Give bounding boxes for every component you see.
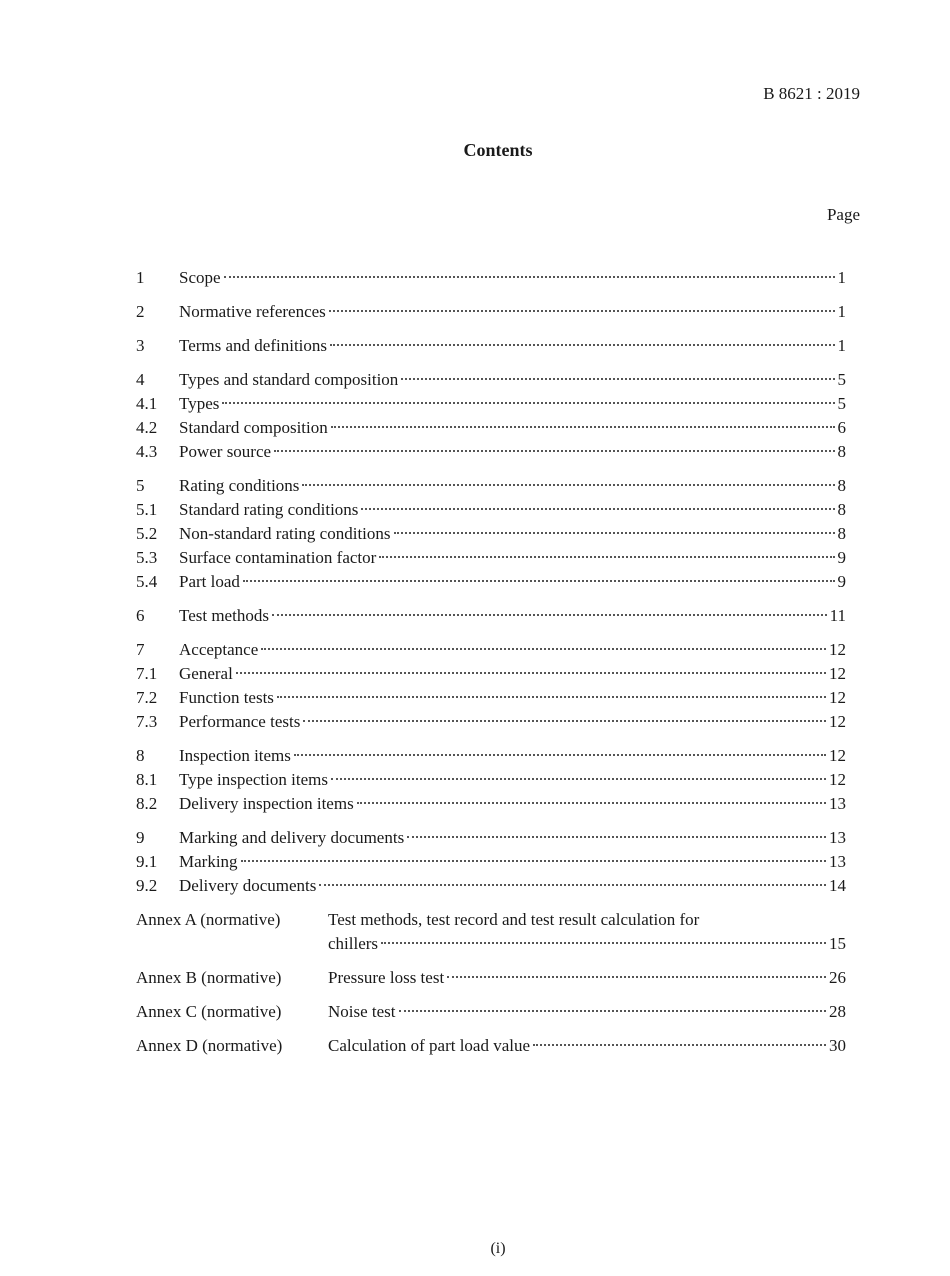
toc-entry[interactable] bbox=[136, 686, 846, 710]
toc-entry-title: Acceptance bbox=[179, 640, 259, 659]
toc-entry-number: 8.2 bbox=[136, 794, 158, 813]
toc-entry-number: 9 bbox=[136, 828, 145, 847]
annex-title: chillers bbox=[328, 934, 379, 953]
toc-entry-number: 4.3 bbox=[136, 442, 158, 461]
toc-entry-page: 6 bbox=[837, 418, 846, 437]
toc-entry-number: 5.4 bbox=[136, 572, 158, 591]
annex-title-block bbox=[328, 1034, 846, 1058]
toc-entry-title: Performance tests bbox=[179, 712, 301, 731]
toc-entry-number: 9.2 bbox=[136, 876, 158, 895]
toc-entry-page: 12 bbox=[829, 664, 846, 683]
toc-entry-page: 5 bbox=[837, 370, 846, 389]
table-of-contents bbox=[136, 266, 846, 1068]
dot-leader bbox=[399, 1010, 826, 1012]
toc-entry-page: 12 bbox=[829, 746, 846, 765]
annex-page: 28 bbox=[829, 1002, 846, 1021]
dot-leader bbox=[272, 614, 827, 616]
toc-entry-number: 4.2 bbox=[136, 418, 158, 437]
toc-entry[interactable] bbox=[136, 300, 846, 324]
toc-entry[interactable] bbox=[136, 498, 846, 522]
toc-entry-number: 3 bbox=[136, 336, 145, 355]
toc-entry-page: 1 bbox=[837, 268, 846, 287]
toc-entry[interactable] bbox=[136, 440, 846, 464]
toc-entry[interactable] bbox=[136, 792, 846, 816]
toc-entry-number: 8.1 bbox=[136, 770, 158, 789]
annex-title-row bbox=[328, 1000, 846, 1024]
dot-leader bbox=[294, 754, 826, 756]
dot-leader bbox=[407, 836, 826, 838]
toc-entry[interactable] bbox=[136, 768, 846, 792]
dot-leader bbox=[319, 884, 826, 886]
toc-entry-title: Marking and delivery documents bbox=[179, 828, 405, 847]
toc-sections bbox=[136, 266, 846, 898]
toc-group bbox=[136, 266, 846, 290]
toc-entry[interactable] bbox=[136, 874, 846, 898]
toc-entry-number: 2 bbox=[136, 302, 145, 321]
toc-entry-page: 12 bbox=[829, 770, 846, 789]
toc-entry-number: 5.1 bbox=[136, 500, 158, 519]
toc-entry-title: Delivery inspection items bbox=[179, 794, 354, 813]
toc-entry[interactable] bbox=[136, 710, 846, 734]
dot-leader bbox=[222, 402, 834, 404]
toc-entry-title: Delivery documents bbox=[179, 876, 317, 895]
toc-group bbox=[136, 744, 846, 816]
toc-entry-number: 8 bbox=[136, 746, 145, 765]
dot-leader bbox=[302, 484, 834, 486]
annex-label: Annex C (normative) bbox=[136, 1002, 282, 1021]
toc-group bbox=[136, 474, 846, 594]
toc-entry[interactable] bbox=[136, 474, 846, 498]
dot-leader bbox=[381, 942, 826, 944]
annex-entry[interactable] bbox=[136, 966, 846, 990]
toc-entry[interactable] bbox=[136, 368, 846, 392]
toc-entry-title: Standard rating conditions bbox=[179, 500, 359, 519]
annex-title-block bbox=[328, 908, 846, 956]
annex-entry[interactable] bbox=[136, 1000, 846, 1024]
toc-group bbox=[136, 604, 846, 628]
toc-entry-title: Terms and definitions bbox=[179, 336, 328, 355]
dot-leader bbox=[277, 696, 826, 698]
toc-entry-page: 8 bbox=[837, 524, 846, 543]
dot-leader bbox=[303, 720, 826, 722]
dot-leader bbox=[533, 1044, 826, 1046]
toc-entry-title: Non-standard rating conditions bbox=[179, 524, 391, 543]
annex-label: Annex A (normative) bbox=[136, 910, 281, 929]
toc-entry-page: 1 bbox=[837, 302, 846, 321]
dot-leader bbox=[379, 556, 834, 558]
dot-leader bbox=[241, 860, 826, 862]
dot-leader bbox=[447, 976, 826, 978]
annex-label: Annex D (normative) bbox=[136, 1036, 283, 1055]
toc-entry-title: Inspection items bbox=[179, 746, 291, 765]
toc-entry-title: Function tests bbox=[179, 688, 274, 707]
toc-entry-number: 5.2 bbox=[136, 524, 158, 543]
toc-entry[interactable] bbox=[136, 570, 846, 594]
annex-page: 15 bbox=[829, 934, 846, 953]
dot-leader bbox=[361, 508, 834, 510]
dot-leader bbox=[401, 378, 834, 380]
annex-title-row bbox=[328, 932, 846, 956]
toc-entry-page: 13 bbox=[829, 828, 846, 847]
dot-leader bbox=[224, 276, 835, 278]
annex-page: 26 bbox=[829, 968, 846, 987]
toc-entry[interactable] bbox=[136, 546, 846, 570]
toc-entry-page: 11 bbox=[829, 606, 846, 625]
annex-page: 30 bbox=[829, 1036, 846, 1055]
page-folio: (i) bbox=[490, 1240, 506, 1257]
toc-entry-title: Types bbox=[179, 394, 220, 413]
toc-entry-page: 8 bbox=[837, 442, 846, 461]
toc-group bbox=[136, 368, 846, 464]
toc-entry-number: 7.3 bbox=[136, 712, 158, 731]
toc-entry-title: Type inspection items bbox=[179, 770, 328, 789]
toc-entry-number: 7 bbox=[136, 640, 145, 659]
toc-entry-page: 13 bbox=[829, 794, 846, 813]
annex-title-line: Test methods, test record and test result calculation for bbox=[328, 910, 700, 929]
toc-entry-number: 6 bbox=[136, 606, 145, 625]
toc-entry-page: 12 bbox=[829, 688, 846, 707]
toc-group bbox=[136, 334, 846, 358]
annex-title-row bbox=[328, 1034, 846, 1058]
annex-entry[interactable] bbox=[136, 1034, 846, 1058]
toc-entry-number: 5.3 bbox=[136, 548, 158, 567]
toc-entry-title: General bbox=[179, 664, 233, 683]
toc-entry-page: 9 bbox=[837, 548, 846, 567]
annex-title-block bbox=[328, 1000, 846, 1024]
toc-entry[interactable] bbox=[136, 826, 846, 850]
toc-entry[interactable] bbox=[136, 744, 846, 768]
toc-entry-title: Test methods bbox=[179, 606, 269, 625]
toc-entry[interactable] bbox=[136, 604, 846, 628]
toc-entry[interactable] bbox=[136, 638, 846, 662]
toc-entry[interactable] bbox=[136, 266, 846, 290]
annex-title: Noise test bbox=[328, 1002, 396, 1021]
toc-group bbox=[136, 826, 846, 898]
dot-leader bbox=[236, 672, 826, 674]
toc-entry-number: 4.1 bbox=[136, 394, 158, 413]
dot-leader bbox=[274, 450, 834, 452]
toc-entry-title: Scope bbox=[179, 268, 221, 287]
toc-entry-title: Normative references bbox=[179, 302, 326, 321]
toc-entry-page: 14 bbox=[829, 876, 846, 895]
toc-entry-page: 5 bbox=[837, 394, 846, 413]
dot-leader bbox=[357, 802, 826, 804]
toc-entry-number: 7.2 bbox=[136, 688, 158, 707]
dot-leader bbox=[329, 310, 835, 312]
dot-leader bbox=[394, 532, 835, 534]
toc-entry-number: 1 bbox=[136, 268, 145, 287]
toc-entry-title: Types and standard composition bbox=[179, 370, 399, 389]
toc-entry-number: 9.1 bbox=[136, 852, 158, 871]
dot-leader bbox=[261, 648, 826, 650]
toc-entry[interactable] bbox=[136, 416, 846, 440]
toc-entry-number: 7.1 bbox=[136, 664, 158, 683]
toc-entry[interactable] bbox=[136, 522, 846, 546]
dot-leader bbox=[331, 426, 835, 428]
toc-entry-page: 8 bbox=[837, 500, 846, 519]
toc-entry-title: Standard composition bbox=[179, 418, 328, 437]
toc-entry-page: 8 bbox=[837, 476, 846, 495]
annex-label: Annex B (normative) bbox=[136, 968, 282, 987]
toc-entry-number: 5 bbox=[136, 476, 145, 495]
toc-entry-page: 13 bbox=[829, 852, 846, 871]
dot-leader bbox=[331, 778, 826, 780]
annex-title: Calculation of part load value bbox=[328, 1036, 531, 1055]
standard-number: B 8621 : 2019 bbox=[763, 84, 860, 103]
annex-title-block bbox=[328, 966, 846, 990]
toc-entry[interactable] bbox=[136, 662, 846, 686]
toc-entry-title: Power source bbox=[179, 442, 272, 461]
toc-entry-title: Marking bbox=[179, 852, 238, 871]
toc-entry-page: 1 bbox=[837, 336, 846, 355]
annex-title-row bbox=[328, 966, 846, 990]
toc-entry-page: 12 bbox=[829, 640, 846, 659]
toc-group bbox=[136, 300, 846, 324]
toc-entry[interactable] bbox=[136, 850, 846, 874]
dot-leader bbox=[330, 344, 834, 346]
page-title: Contents bbox=[463, 140, 533, 160]
toc-group bbox=[136, 638, 846, 734]
page-column-label: Page bbox=[826, 205, 860, 224]
toc-entry-number: 4 bbox=[136, 370, 145, 389]
toc-entry[interactable] bbox=[136, 334, 846, 358]
annex-entry[interactable] bbox=[136, 908, 846, 956]
toc-entry-title: Part load bbox=[179, 572, 240, 591]
dot-leader bbox=[243, 580, 835, 582]
toc-entry-title: Surface contamination factor bbox=[179, 548, 377, 567]
toc-entry-page: 12 bbox=[829, 712, 846, 731]
toc-annexes bbox=[136, 908, 846, 1058]
toc-entry-title: Rating conditions bbox=[179, 476, 300, 495]
annex-title: Pressure loss test bbox=[328, 968, 445, 987]
toc-entry[interactable] bbox=[136, 392, 846, 416]
toc-entry-page: 9 bbox=[837, 572, 846, 591]
